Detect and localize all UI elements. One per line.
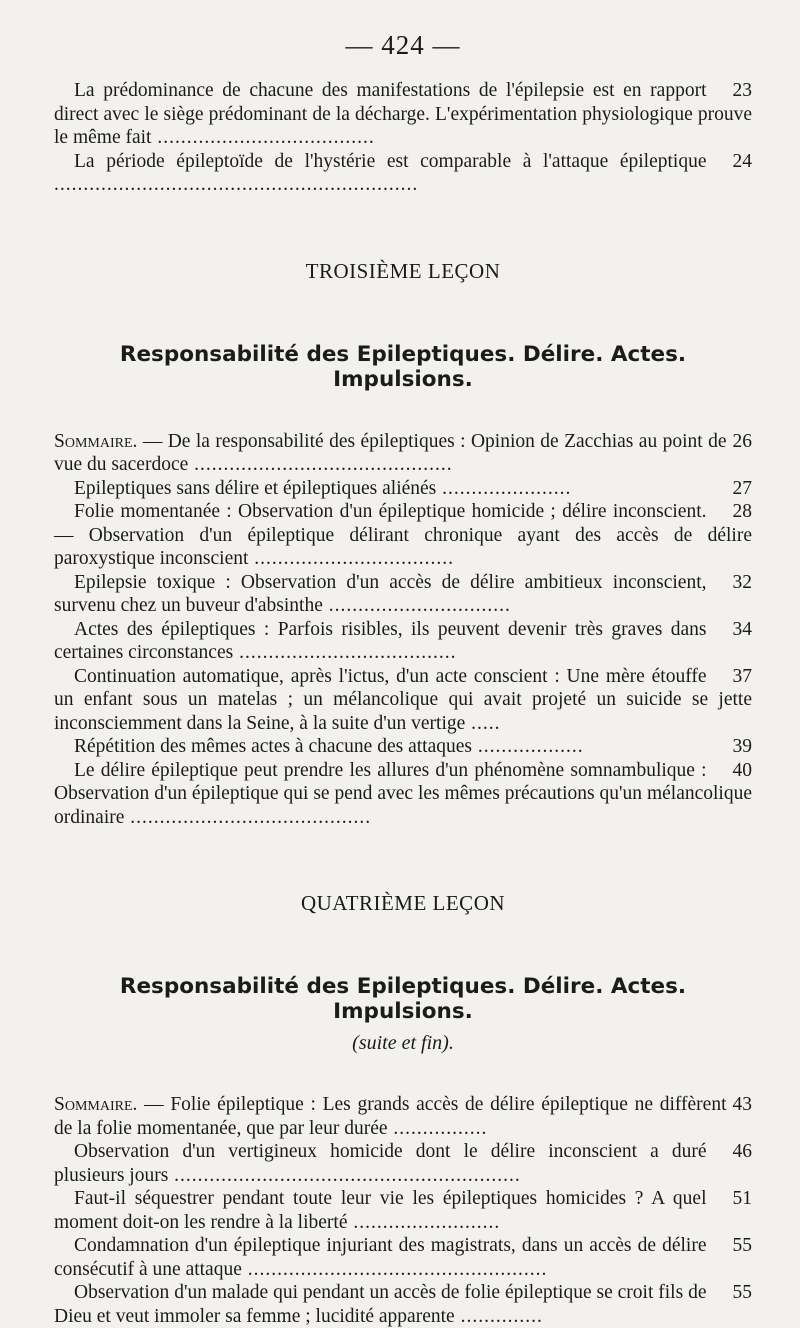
toc-text: Continuation automatique, après l'ictus, d'un acte conscient : Une mère étouffe un enfant sous un matelas ; un mélancolique qui avait projeté un suicide se jette inconsciemment dans la Seine, à la suite d'un vertige [54, 665, 752, 734]
toc-entry: 37 Continuation automatique, après l'ictus, d'un acte conscient : Une mère étouffe un enfant sous un matelas ; un mélancolique qui avait projeté un suicide se jette inconsciemment dans la Seine, à la suite d'un vertige ..... [54, 665, 752, 734]
toc-text: Le délire épileptique peut prendre les allures d'un phénomène somnambulique : Observation d'un épileptique qui se pend avec les mêmes précautions qu'un mélancolique ordinaire [54, 759, 752, 828]
toc-entry: 46 Observation d'un vertigineux homicide dont le délire inconscient a duré plusieurs jours ........................................................... [54, 1141, 752, 1186]
toc-text: — Folie épileptique : Les grands accès de délire épileptique ne diffèrent de la folie momentanée, que par leur durée [54, 1094, 727, 1139]
lecon4-sommaire [54, 1093, 752, 1328]
toc-entry: 24 La période épileptoïde de l'hystérie est comparable à l'attaque épileptique .............................................................. [54, 150, 752, 195]
toc-text: La prédominance de chacune des manifestations de l'épilepsie est en rapport direct avec le siège prédominant de la décharge. L'expérimentation physiologique prouve le même fait [54, 80, 752, 148]
toc-page: 40 [732, 759, 752, 781]
sommaire-label: Sommaire. [54, 430, 138, 452]
lecon3-heading: TROISIÈME LEÇON [305, 258, 501, 283]
toc-text: Observation d'un vertigineux homicide dont le délire inconscient a duré plusieurs jours [54, 1141, 707, 1186]
lecon4-title: Responsabilité des Epileptiques. Délire. Actes. Impulsions. [119, 974, 687, 1024]
toc-page: 55 [732, 1282, 752, 1303]
lecon4-heading: QUATRIÈME LEÇON [300, 891, 506, 915]
toc-entry: 23 La prédominance de chacune des manifestations de l'épilepsie est en rapport direct avec le siège prédominant de la décharge. L'expérimentation physiologique prouve le même fait ..................................... [54, 80, 752, 148]
toc-page: 34 [732, 618, 752, 640]
toc-entry: 43 Sommaire. — Folie épileptique : Les grands accès de délire épileptique ne diffèrent de la folie momentanée, que par leur durée ................ [54, 1094, 752, 1139]
lecon3-title: Responsabilité des Epileptiques. Délire. Actes. Impulsions. [119, 341, 687, 392]
toc-entry: 34 Actes des épileptiques : Parfois risibles, ils peuvent devenir très graves dans certaines circonstances ..................................... [54, 618, 752, 663]
lecon3-sommaire [54, 430, 752, 830]
toc-page: 26 [732, 430, 752, 452]
lecon4-subtitle: (suite et fin). [352, 1032, 454, 1054]
toc-page: 43 [732, 1094, 752, 1115]
toc-entry: 28 Folie momentanée : Observation d'un épileptique homicide ; délire inconscient. — Observation d'un épileptique délirant chronique ayant des accès de délire paroxystique inconscient .................................. [54, 501, 752, 569]
toc-page: 27 [732, 477, 752, 499]
toc-text: Epileptiques sans délire et épileptiques aliénés [74, 477, 437, 499]
toc-entry: 51 Faut-il séquestrer pendant toute leur vie les épileptiques homicides ? A quel moment doit-on les rendre à la liberté ......................... [54, 1188, 752, 1233]
toc-page: 23 [732, 80, 752, 101]
toc-page: 28 [732, 501, 752, 522]
intro-entries [54, 79, 752, 197]
toc-text: Répétition des mêmes actes à chacune des attaques [74, 736, 472, 757]
toc-text: Faut-il séquestrer pendant toute leur vie les épileptiques homicides ? A quel moment doit-on les rendre à la liberté [54, 1188, 707, 1233]
toc-text: Observation d'un malade qui pendant un accès de folie épileptique se croit fils de Dieu et veut immoler sa femme ; lucidité apparente [54, 1282, 707, 1327]
toc-page: 24 [732, 150, 752, 172]
toc-text: Epilepsie toxique : Observation d'un accès de délire ambitieux inconscient, survenu chez un buveur d'absinthe [54, 571, 707, 616]
toc-text: Condamnation d'un épileptique injuriant des magistrats, dans un accès de délire consécutif à une attaque [54, 1235, 707, 1280]
toc-entry: 32 Epilepsie toxique : Observation d'un accès de délire ambitieux inconscient, survenu chez un buveur d'absinthe ............................... [54, 571, 752, 616]
page-number: — 424 — [345, 30, 461, 60]
toc-text: Folie momentanée : Observation d'un épileptique homicide ; délire inconscient. — Observation d'un épileptique délirant chronique ayant des accès de délire paroxystique inconscient [54, 501, 752, 569]
toc-entry: 55 Condamnation d'un épileptique injuriant des magistrats, dans un accès de délire consécutif à une attaque ................................................... [54, 1235, 752, 1280]
toc-entry: 27 Epileptiques sans délire et épileptiques aliénés ...................... [74, 477, 752, 499]
toc-text: — De la responsabilité des épileptiques : Opinion de Zacchias au point de vue du sacerdoce [54, 430, 727, 475]
toc-page: 37 [732, 665, 752, 687]
toc-entry: 39 Répétition des mêmes actes à chacune des attaques .................. [74, 736, 752, 757]
toc-entry: 26 Sommaire. — De la responsabilité des épileptiques : Opinion de Zacchias au point de vue du sacerdoce ............................................ [54, 430, 752, 475]
toc-page: 51 [732, 1188, 752, 1209]
toc-page: 46 [732, 1141, 752, 1162]
toc-entry: 55 Observation d'un malade qui pendant un accès de folie épileptique se croit fils de Dieu et veut immoler sa femme ; lucidité apparente .............. [54, 1282, 752, 1327]
toc-page: 39 [732, 736, 752, 757]
toc-text: La période épileptoïde de l'hystérie est comparable à l'attaque épileptique [74, 150, 707, 172]
toc-entry: 40 Le délire épileptique peut prendre les allures d'un phénomène somnambulique : Observation d'un épileptique qui se pend avec les mêmes précautions qu'un mélancolique ordinaire ......................................... [54, 759, 752, 828]
toc-text: Actes des épileptiques : Parfois risibles, ils peuvent devenir très graves dans certaines circonstances [54, 618, 707, 663]
toc-page: 32 [732, 571, 752, 593]
toc-page: 55 [732, 1235, 752, 1256]
sommaire-label: Sommaire. [54, 1094, 138, 1115]
